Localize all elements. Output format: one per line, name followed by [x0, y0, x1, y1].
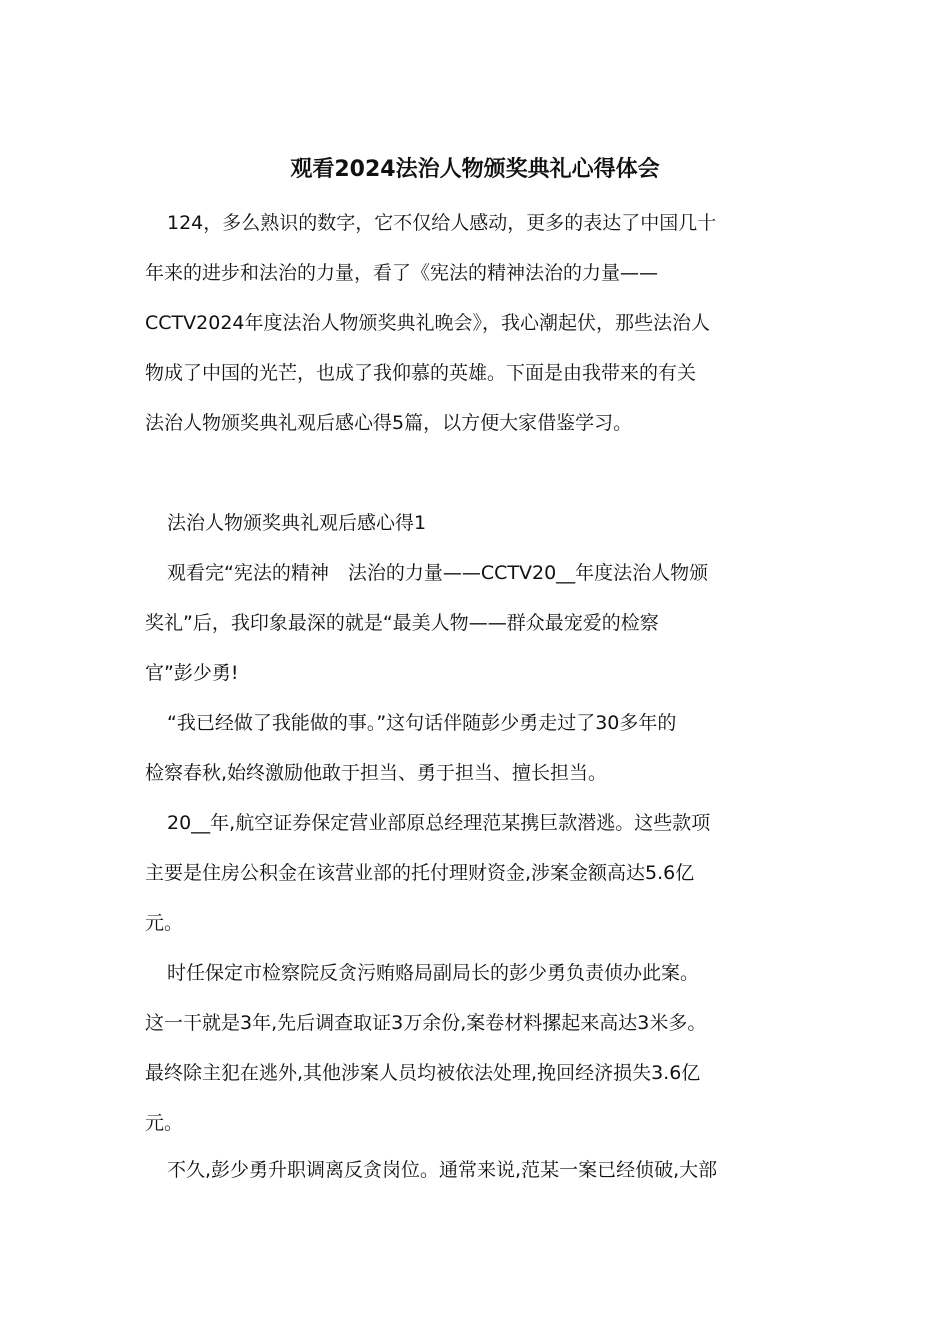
text-line: 元。 — [145, 912, 184, 934]
text-line: 时任保定市检察院反贪污贿赂局副局长的彭少勇负责侦办此案。 — [167, 962, 700, 984]
text-line: 奖礼”后，我印象最深的就是“最美人物——群众最宠爱的检察 — [145, 612, 659, 634]
text-line: 元。 — [145, 1112, 184, 1134]
text-line: 物成了中国的光芒，也成了我仰慕的英雄。下面是由我带来的有关 — [145, 362, 697, 384]
document-title: 观看2024法治人物颁奖典礼心得体会 — [290, 157, 660, 182]
text-line: 124，多么熟识的数字，它不仅给人感动，更多的表达了中国几十 — [167, 212, 717, 234]
paragraph-5 — [145, 1145, 825, 1195]
paragraph-2 — [145, 698, 825, 798]
text-line: “我已经做了我能做的事。”这句话伴随彭少勇走过了30多年的 — [167, 712, 677, 734]
text-line: 法治人物颁奖典礼观后感心得5篇，以方便大家借鉴学习。 — [145, 412, 633, 434]
text-line: 不久,彭少勇升职调离反贪岗位。通常来说,范某一案已经侦破,大部 — [167, 1159, 718, 1181]
text-line: 20__年,航空证券保定营业部原总经理范某携巨款潜逃。这些款项 — [167, 812, 711, 834]
text-line: 这一干就是3年,先后调查取证3万余份,案卷材料摞起来高达3米多。 — [145, 1012, 707, 1034]
intro-paragraph — [145, 198, 825, 448]
paragraph-1 — [145, 548, 825, 698]
text-line: 年来的进步和法治的力量，看了《宪法的精神法治的力量—— — [145, 262, 659, 284]
text-line: CCTV2024年度法治人物颁奖典礼晚会》，我心潮起伏，那些法治人 — [145, 312, 710, 334]
text-line: 官”彭少勇! — [145, 662, 239, 684]
paragraph-4 — [145, 948, 825, 1148]
text-line: 最终除主犯在逃外,其他涉案人员均被依法处理,挽回经济损失3.6亿 — [145, 1062, 701, 1084]
text-line: 观看完“宪法的精神 法治的力量——CCTV20__年度法治人物颁 — [167, 562, 709, 584]
text-line: 检察春秋,始终激励他敢于担当、勇于担当、擅长担当。 — [145, 762, 608, 784]
text-line: 主要是住房公积金在该营业部的托付理财资金,涉案金额高达5.6亿 — [145, 862, 695, 884]
section-heading: 法治人物颁奖典礼观后感心得1 — [167, 512, 427, 534]
paragraph-3 — [145, 798, 825, 948]
